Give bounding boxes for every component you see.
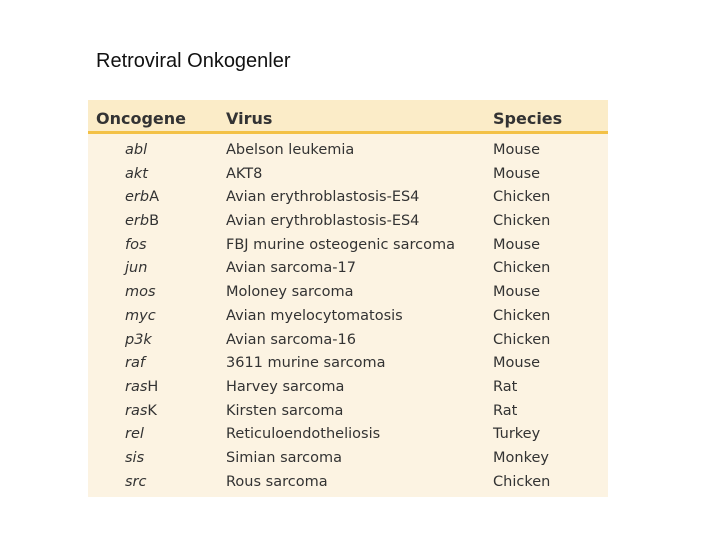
oncogene-italic-part: sis [125,449,145,466]
cell-oncogene [125,450,144,466]
cell-virus: Rous sarcoma [226,473,328,490]
cell-species: Rat [493,378,518,395]
cell-virus: Moloney sarcoma [226,284,354,301]
oncogene-italic-part: akt [125,165,148,182]
oncogene-italic-part: mos [125,284,156,301]
cell-oncogene [125,237,147,253]
cell-virus: FBJ murine osteogenic sarcoma [226,236,455,253]
cell-virus: Abelson leukemia [226,142,355,158]
oncogene-italic-part: jun [125,260,148,277]
slide-title: Retroviral Onkogenler [96,50,291,72]
cell-species: Chicken [493,473,551,490]
cell-species: Chicken [493,307,551,324]
cell-species: Mouse [493,142,541,158]
cell-oncogene [125,260,147,276]
oncogene-italic-part: fos [125,236,147,253]
oncogene-italic-part: ras [125,378,148,395]
table-row [88,471,608,495]
oncogene-italic-part: erb [125,189,150,206]
table-row [88,186,608,210]
cell-species: Chicken [493,260,551,277]
cell-species: Turkey [493,426,541,443]
cell-species: Mouse [493,355,541,372]
table-row [88,400,608,424]
table-row [88,281,608,305]
table-row [88,163,608,187]
cell-species: Mouse [493,165,541,182]
cell-species: Monkey [493,449,549,466]
cell-oncogene [125,284,156,300]
cell-virus: Avian erythroblastosis-ES4 [226,213,420,230]
table-row [88,376,608,400]
oncogene-italic-part: abl [125,142,148,158]
cell-virus: Avian sarcoma-16 [226,331,356,348]
oncogene-suffix-part: K [147,402,157,419]
cell-virus: Avian sarcoma-17 [226,260,356,277]
table-row [88,234,608,258]
cell-virus: AKT8 [226,165,263,182]
cell-virus: Reticuloendotheliosis [226,426,381,443]
table-row [88,423,608,447]
cell-oncogene [125,142,147,158]
cell-species: Rat [493,402,518,419]
oncogene-italic-part: raf [125,355,145,372]
oncogene-italic-part: rel [125,426,144,443]
cell-virus: 3611 murine sarcoma [226,355,386,372]
cell-oncogene [125,403,157,419]
cell-oncogene [125,308,156,324]
cell-virus: Avian erythroblastosis-ES4 [226,189,420,206]
cell-virus: Simian sarcoma [226,449,343,466]
table-row [88,352,608,376]
table-row [88,305,608,329]
table-row [88,139,608,163]
cell-oncogene [125,189,159,205]
cell-oncogene [125,166,148,182]
header-species: Species [493,109,563,128]
header-oncogene: Oncogene [96,109,187,128]
cell-virus: Kirsten sarcoma [226,402,344,419]
cell-virus: Harvey sarcoma [226,378,345,395]
table-header [88,100,608,134]
cell-oncogene [125,426,144,442]
cell-virus: Avian myelocytomatosis [226,307,403,324]
cell-oncogene [125,213,159,229]
oncogene-italic-part: p3k [125,331,152,348]
oncogene-italic-part: src [125,473,147,490]
oncogene-table [88,100,608,497]
table-row [88,329,608,353]
table-row [88,447,608,471]
cell-species: Mouse [493,284,541,301]
oncogene-suffix-part: H [147,378,159,395]
oncogene-suffix-part: B [149,213,160,230]
cell-oncogene [125,379,158,395]
table-row [88,257,608,281]
cell-oncogene [125,332,152,348]
cell-species: Mouse [493,236,541,253]
oncogene-suffix-part: A [149,189,160,206]
cell-species: Chicken [493,213,551,230]
table-row [88,210,608,234]
table-body [88,134,608,494]
cell-species: Chicken [493,189,551,206]
oncogene-italic-part: erb [125,213,150,230]
cell-oncogene [125,355,145,371]
header-virus: Virus [226,109,273,128]
oncogene-italic-part: myc [125,307,156,324]
cell-oncogene [125,474,147,490]
oncogene-italic-part: ras [125,402,148,419]
cell-species: Chicken [493,331,551,348]
